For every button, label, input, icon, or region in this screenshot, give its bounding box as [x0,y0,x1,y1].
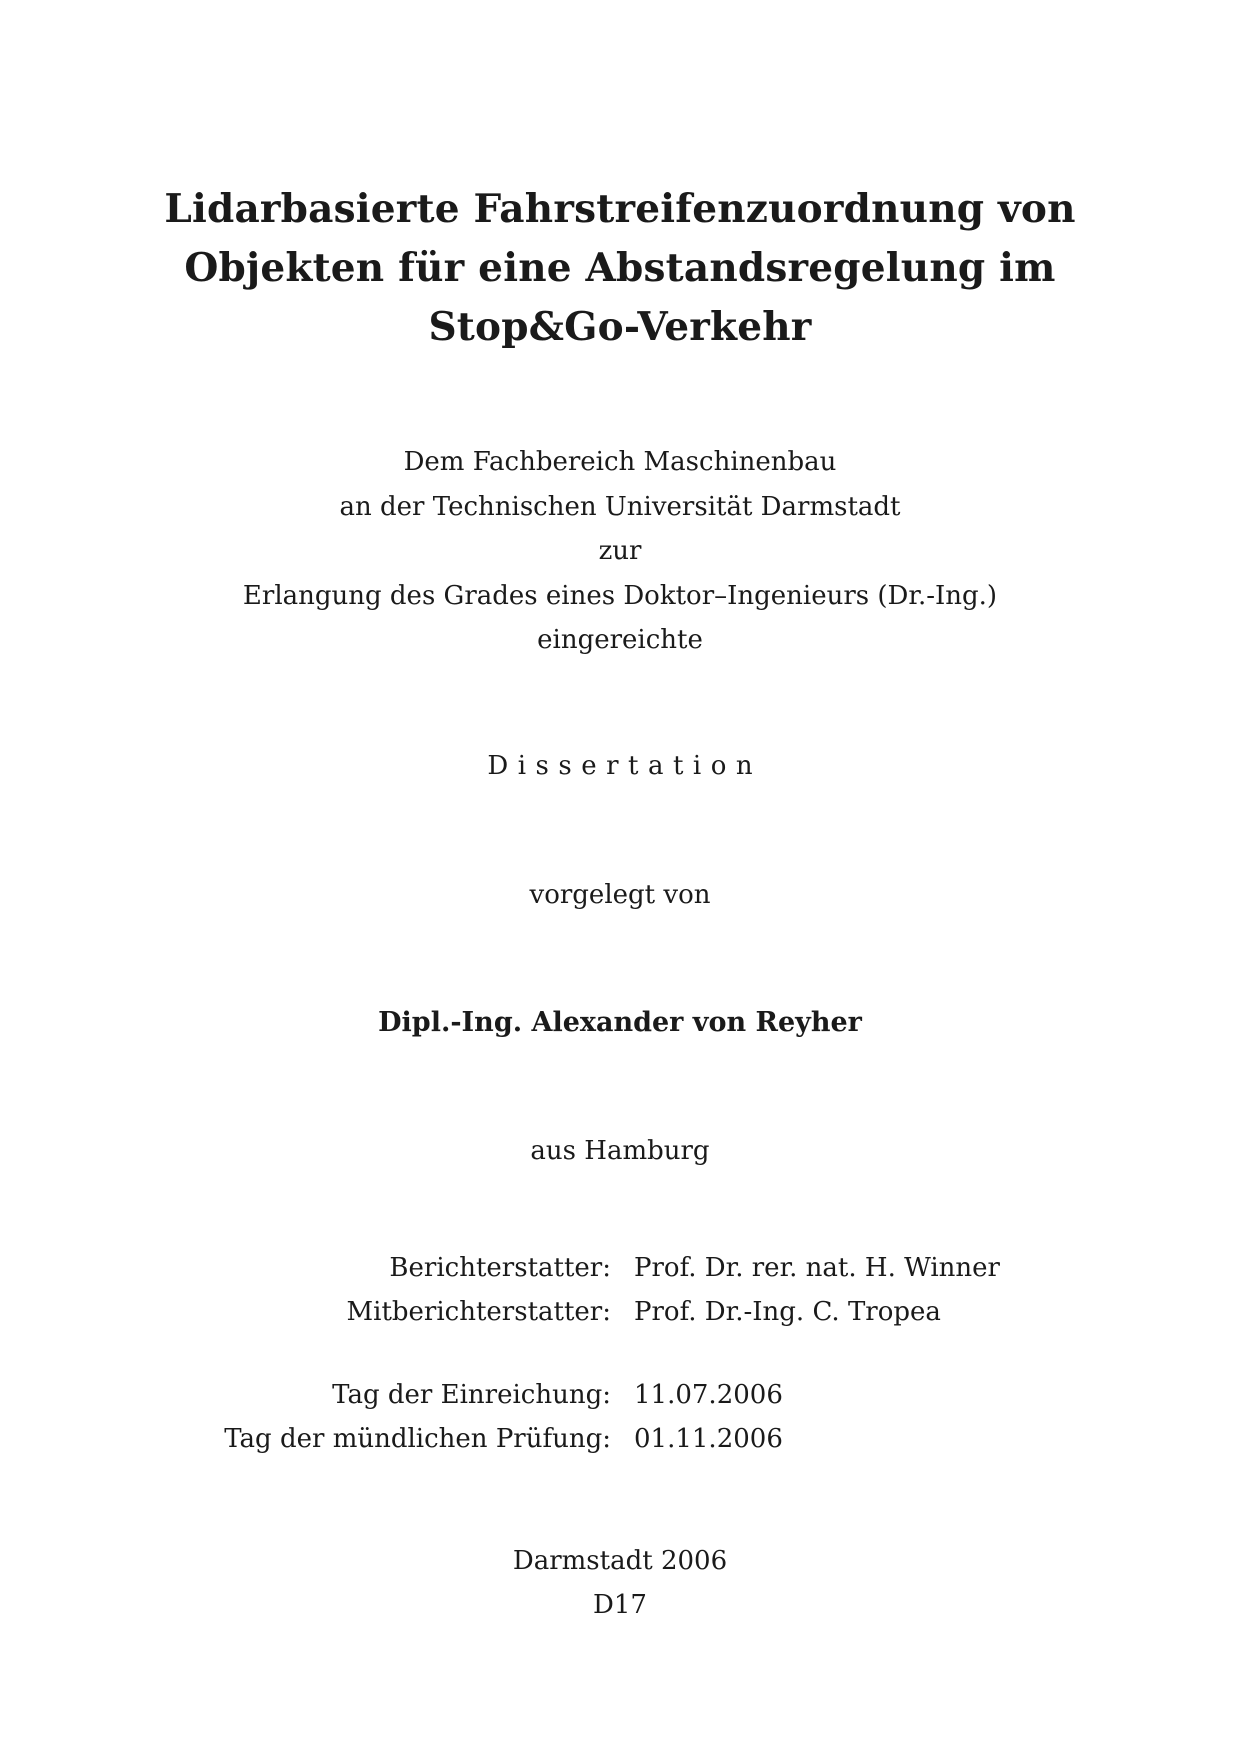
dates-table [0,1373,1240,1461]
date-row [0,1417,1240,1461]
thesis-title [0,180,1240,357]
submission-line-4: Erlangung des Grades eines Doktor–Ingenieurs (Dr.-Ing.) [242,580,998,611]
reviewer-row [0,1290,1240,1334]
date-value: 01.11.2006 [634,1424,783,1454]
reviewer-label: Berichterstatter: [389,1253,611,1283]
document-type: Dissertation [487,751,763,781]
submission-line-3: zur [598,536,642,566]
title-line-2: Objekten für eine Abstandsregelung im [184,245,1056,291]
author-name: Dipl.-Ing. Alexander von Reyher [378,1007,862,1038]
submission-statement [0,440,1240,663]
reviewer-row [0,1246,1240,1290]
reviewer-value: Prof. Dr. rer. nat. H. Winner [634,1253,1000,1283]
reviewers-table [0,1246,1240,1334]
university-code: D17 [593,1590,647,1620]
date-value: 11.07.2006 [634,1380,783,1410]
title-line-1: Lidarbasierte Fahrstreifenzuordnung von [164,186,1076,232]
imprint [0,1539,1240,1627]
date-label: Tag der Einreichung: [332,1380,611,1410]
presented-by: vorgelegt von [529,880,711,910]
submission-line-1: Dem Fachbereich Maschinenbau [403,447,837,477]
author-origin: aus Hamburg [530,1136,710,1166]
reviewer-value: Prof. Dr.-Ing. C. Tropea [634,1297,941,1327]
place-year: Darmstadt 2006 [512,1546,728,1576]
reviewer-label: Mitberichterstatter: [346,1297,611,1327]
date-label: Tag der mündlichen Prüfung: [224,1424,611,1454]
submission-line-2: an der Technischen Universität Darmstadt [339,491,901,522]
submission-line-5: eingereichte [537,625,703,655]
title-line-3: Stop&Go-Verkehr [428,304,812,350]
date-row [0,1373,1240,1417]
